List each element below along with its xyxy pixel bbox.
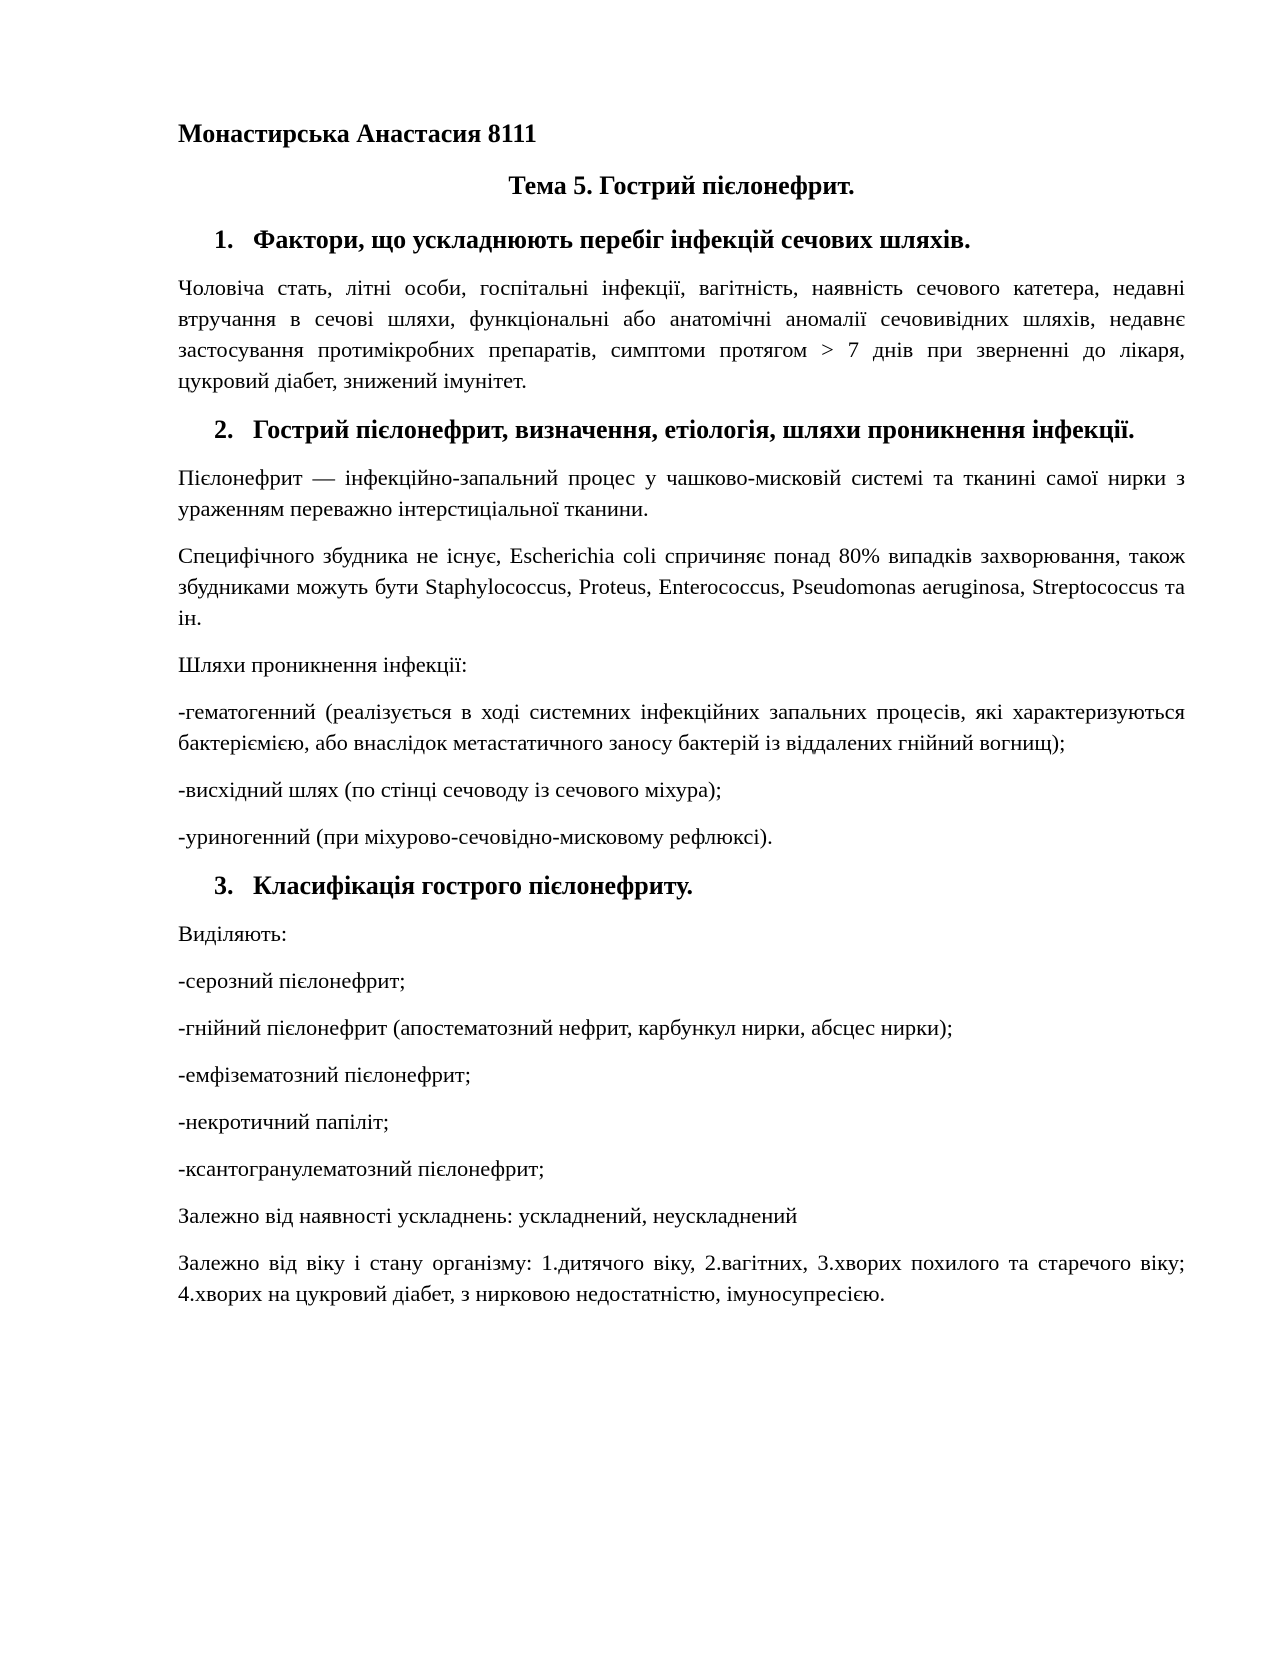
section-3-complications: Залежно від наявності ускладнень: ускладнений, неускладнений [178,1203,798,1228]
topic-title: Тема 5. Гострий пієлонефрит. [508,171,855,200]
section-3-item-serous: -серозний пієлонефрит; [178,968,406,993]
section-2-number: 2. [214,415,234,444]
author-line: Монастирська Анастасия 8111 [178,119,537,148]
section-2-route-hematogenous: -гематогенний (реалізується в ході системних інфекційних запальних процесів, які характеризуються бактеріємією, або внаслідок метастатичного заносу бактерій із віддалених гнійний вогнищ); [178,699,1185,755]
section-2-definition: Пієлонефрит — інфекційно-запальний процес у чашково-мисковій системі та тканині самої нирки з ураженням переважно інтерстиціальної тканини. [178,465,1185,521]
section-2-heading-text: Гострий пієлонефрит, визначення, етіологія, шляхи проникнення інфекції. [253,415,1135,444]
section-2-routes-label: Шляхи проникнення інфекції: [178,652,468,677]
document-page [178,118,1185,1325]
section-2-etiology: Специфічного збудника не існує, Escherichia coli спричиняє понад 80% випадків захворювання, також збудниками можуть бути Staphylococcus, Proteus, Enterococcus, Pseudomonas aeruginosa, Streptococcus та ін. [178,543,1185,630]
section-3-age-condition: Залежно від віку і стану організму: 1.дитячого віку, 2.вагітних, 3.хворих похилого та старечого віку; 4.хворих на цукровий діабет, з нирковою недостатністю, імуносупресією. [178,1250,1185,1306]
section-1-number: 1. [214,225,234,254]
section-2-heading [178,412,1185,448]
section-2-route-ascending: -висхідний шлях (по стінці сечоводу із сечового міхура); [178,777,722,802]
section-3-item-purulent: -гнійний пієлонефрит (апостематозний нефрит, карбункул нирки, абсцес нирки); [178,1015,953,1040]
section-3-item-necrotic: -некротичний папіліт; [178,1109,390,1134]
section-3-item-xanthogranulomatous: -ксантогранулематозний пієлонефрит; [178,1156,545,1181]
section-1-heading-text: Фактори, що ускладнюють перебіг інфекцій сечових шляхів. [253,225,971,254]
section-1-heading [178,222,1185,258]
section-3-intro: Виділяють: [178,921,288,946]
section-3-heading [178,868,1185,904]
section-1-paragraph: Чоловіча стать, літні особи, госпітальні інфекції, вагітність, наявність сечового катетера, недавні втручання в сечові шляхи, функціональні або анатомічні аномалії сечовивідних шляхів, недавнє застосування протимікробних препаратів, симптоми протягом > 7 днів при зверненні до лікаря, цукровий діабет, знижений імунітет. [178,275,1185,393]
section-2-route-urinogenic: -уриногенний (при міхурово-сечовідно-мисковому рефлюксі). [178,824,773,849]
section-3-heading-text: Класифікація гострого пієлонефриту. [253,871,694,900]
section-3-number: 3. [214,871,234,900]
section-3-item-emphysematous: -емфізематозний пієлонефрит; [178,1062,472,1087]
